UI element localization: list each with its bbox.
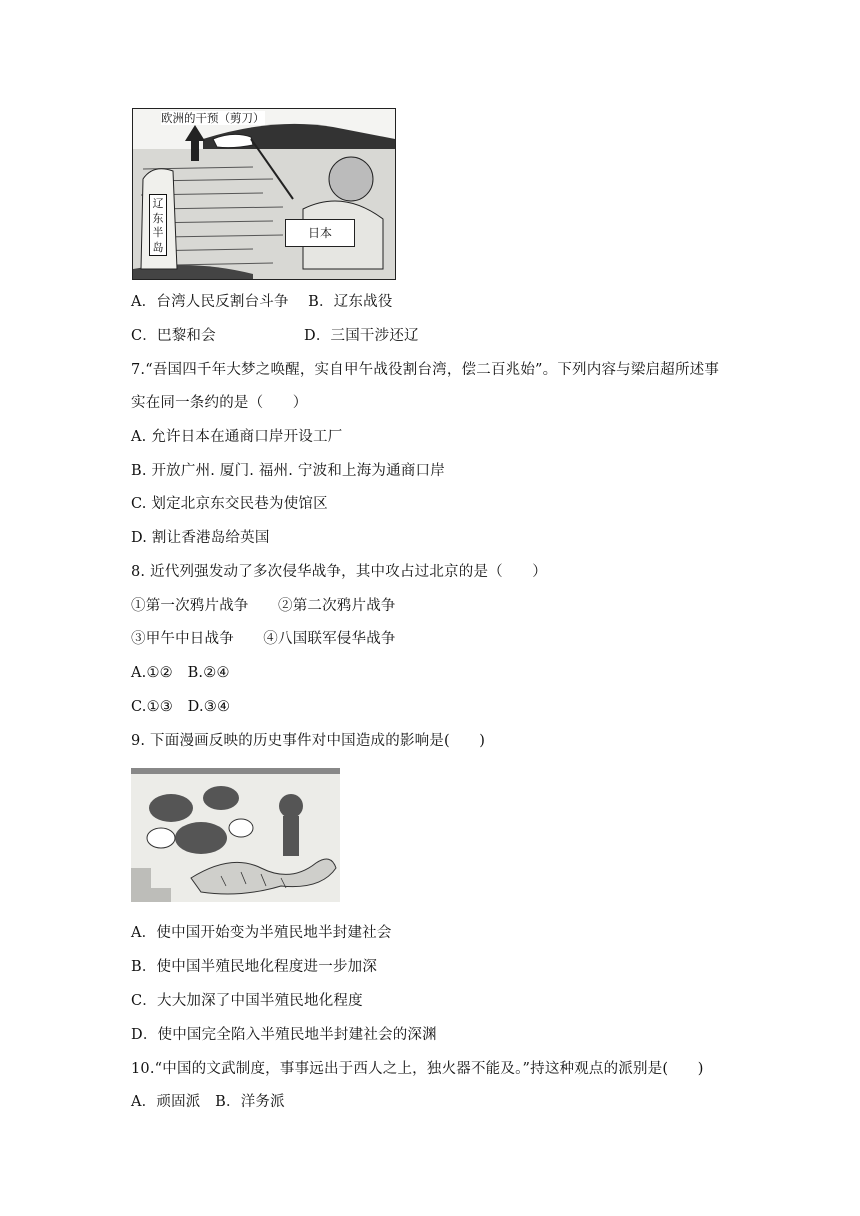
q6-options-ab: A．台湾人民反割台斗争 B．辽东战役 [131,294,393,310]
cartoon-label-europe: 欧洲的干预（剪刀） [161,111,265,125]
q9-option-c: C．大大加深了中国半殖民地化程度 [131,993,363,1009]
q9-option-b: B．使中国半殖民地化程度进一步加深 [131,959,378,975]
q7-stem-line1: 7.“吾国四千年大梦之唤醒，实自甲午战役割台湾，偿二百兆始”。下列内容与梁启超所述事 [131,362,720,378]
cartoon-dragon-drawing [131,768,340,902]
cartoon-label-liaodong: 辽东半岛 [149,194,167,256]
q8-options-ab: A.①② B.②④ [131,665,230,681]
cartoon-drawing [133,109,395,279]
cartoon-label-japan: 日本 [285,219,355,247]
q8-items-1: ①第一次鸦片战争 ②第二次鸦片战争 [131,598,396,614]
cartoon-image-dragon [131,768,340,902]
q6-options-cd: C．巴黎和会 D．三国干涉还辽 [131,328,419,344]
cartoon-image-liaodong [132,108,396,280]
q8-items-2: ③甲午中日战争 ④八国联军侵华战争 [131,631,396,647]
q8-options-cd: C.①③ D.③④ [131,699,231,715]
q7-stem-line2: 实在同一条约的是（ ） [131,395,308,411]
q9-stem: 9. 下面漫画反映的历史事件对中国造成的影响是( ) [131,733,486,749]
q7-option-a: A. 允许日本在通商口岸开设工厂 [131,429,343,445]
q9-option-a: A．使中国开始变为半殖民地半封建社会 [131,925,392,941]
q7-option-d: D. 割让香港岛给英国 [131,530,270,546]
q10-stem: 10.“中国的文武制度，事事远出于西人之上，独火器不能及。”持这种观点的派别是( ) [131,1061,704,1077]
q10-options-ab: A．顽固派 B．洋务派 [131,1094,285,1110]
q9-option-d: D．使中国完全陷入半殖民地半封建社会的深渊 [131,1027,437,1043]
q7-option-b: B. 开放广州. 厦门. 福州. 宁波和上海为通商口岸 [131,463,445,479]
q8-stem: 8. 近代列强发动了多次侵华战争，其中攻占过北京的是（ ） [131,564,547,580]
q7-option-c: C. 划定北京东交民巷为使馆区 [131,496,328,512]
